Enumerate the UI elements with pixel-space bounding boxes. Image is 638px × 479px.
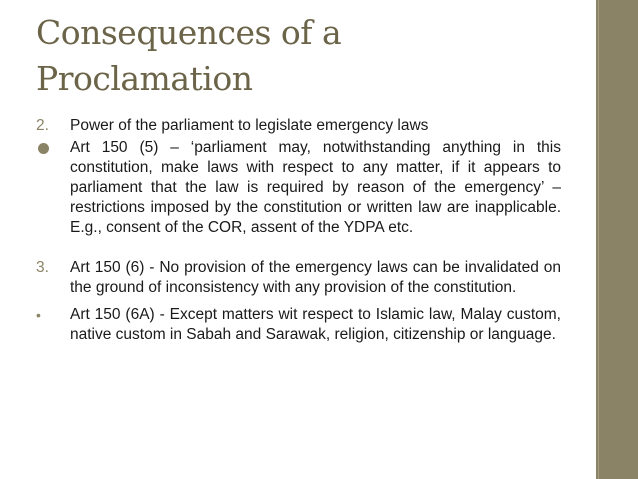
list-item <box>36 258 561 298</box>
slide-title: Consequences of a Proclamation <box>36 13 342 98</box>
list-item <box>36 116 561 136</box>
decorative-side-line <box>598 0 599 479</box>
list-item-text: Art 150 (5) – ‘parliament may, notwithstanding anything in this constitution, make laws with respect to any matter, if it appears to parliament that the law is required by reason of the emergency’ – restrictions imposed by the constitution or written law are inapplicable. E.g., consent of the COR, assent of the YDPA etc. <box>70 139 561 236</box>
slide-body <box>36 116 561 345</box>
small-bullet-icon: • <box>36 307 41 323</box>
list-number: 3. <box>36 259 49 276</box>
decorative-side-bar <box>596 0 638 479</box>
list-number: 2. <box>36 117 49 134</box>
list-item <box>36 138 561 238</box>
list-item-text: Power of the parliament to legislate emergency laws <box>70 117 429 134</box>
list-item <box>36 305 561 345</box>
bullet-icon <box>38 143 49 154</box>
list-item-text: Art 150 (6) - No provision of the emergency laws can be invalidated on the ground of inconsistency with any provision of the constitution. <box>70 259 561 296</box>
list-item-text: Art 150 (6A) - Except matters wit respect to Islamic law, Malay custom, native custom in Sabah and Sarawak, religion, citizenship or language. <box>70 306 561 343</box>
